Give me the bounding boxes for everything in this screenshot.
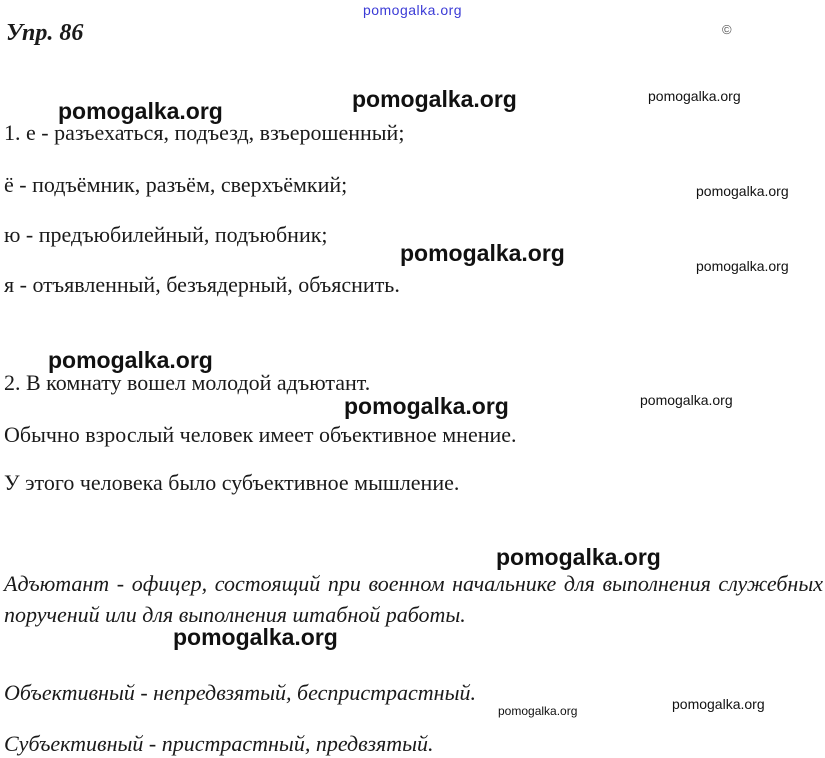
text-line-4: я - отъявленный, безъядерный, объяснить. <box>4 272 400 297</box>
watermark: pomogalka.org <box>400 240 565 266</box>
watermark: pomogalka.org <box>48 347 213 373</box>
watermark: pomogalka.org <box>352 86 517 112</box>
watermark: pomogalka.org <box>58 98 223 124</box>
watermark: pomogalka.org <box>648 88 741 104</box>
watermark: pomogalka.org <box>344 393 509 419</box>
sentence-3: У этого человека было субъективное мышление. <box>4 470 460 495</box>
definition-objective: Объективный - непредвзятый, беспристрастный. <box>4 680 476 705</box>
watermark: pomogalka.org <box>496 544 661 570</box>
watermark: pomogalka.org <box>498 704 578 718</box>
sentence-1: 2. В комнату вошел молодой адъютант. <box>4 370 371 395</box>
text-line-2: ё - подъёмник, разъём, сверхъёмкий; <box>4 172 348 197</box>
watermark: pomogalka.org <box>672 696 765 712</box>
watermark: pomogalka.org <box>173 624 338 650</box>
definition-adjutant: Адъютант - офицер, состоящий при военном начальнике для выполнения служебных поручений или для выполнения штабной работы. <box>4 571 823 627</box>
sentence-2: Обычно взрослый человек имеет объективное мнение. <box>4 422 517 447</box>
site-watermark-top: pomogalka.org <box>362 2 463 18</box>
copyright-fragment: © <box>722 22 732 37</box>
watermark: pomogalka.org <box>696 183 789 199</box>
watermark: pomogalka.org <box>640 392 733 408</box>
exercise-title: Упр. 86 <box>6 20 84 46</box>
text-line-1: 1. е - разъехаться, подъезд, взъерошенный; <box>4 120 405 145</box>
definition-subjective: Субъективный - пристрастный, предвзятый. <box>4 731 434 756</box>
text-line-3: ю - предъюбилейный, подъюбник; <box>4 222 328 247</box>
watermark: pomogalka.org <box>696 258 789 274</box>
